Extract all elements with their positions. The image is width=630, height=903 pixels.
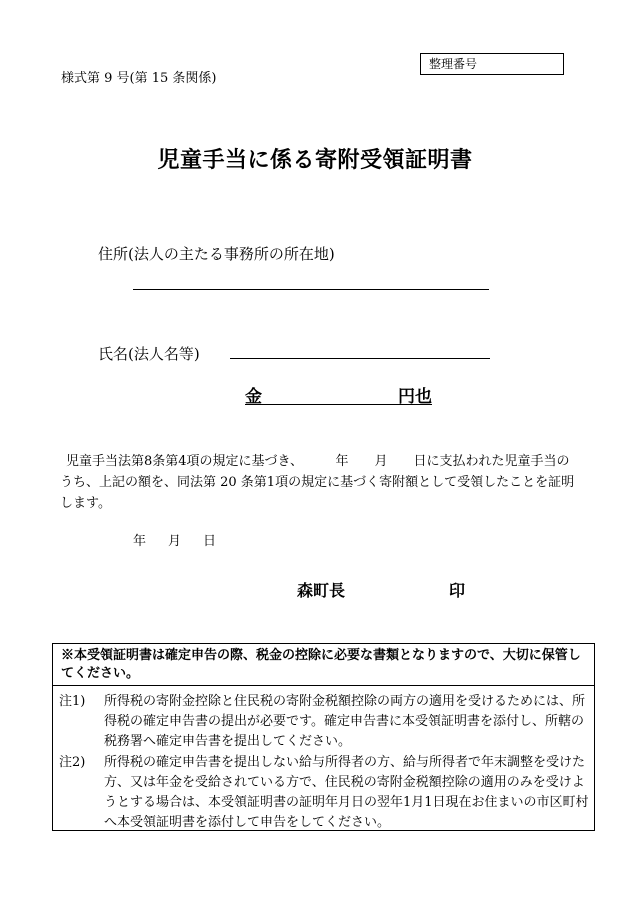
note-text: 所得税の確定申告書を提出しない給与所得者の方、給与所得者で年末調整を受けた方、又は年金を受給されている方で、住民税の寄附金税額控除の適用のみを受けようとする場合は、本受領証明書の証明年月日の翌年1月1日現在お住まいの市区町村へ本受領証明書を添付して申告をしてください。 bbox=[104, 755, 589, 830]
note-text: 所得税の寄附金控除と住民税の寄附金税額控除の両方の適用を受けるためには、所得税の確定申告書の提出が必要です。確定申告書に本受領証明書を添付し、所轄の税務署へ確定申告書を提出してください。 bbox=[104, 694, 586, 749]
amount-field bbox=[245, 382, 432, 405]
reference-number-box bbox=[420, 53, 564, 75]
note-item bbox=[59, 753, 589, 833]
certification-statement: 児童手当法第8条第4項の規定に基づき、 年 月 日に支払われた児童手当のうち、上記の額を、同法第 20 条第1項の規定に基づく寄附額として受領したことを証明します。 bbox=[60, 454, 575, 511]
address-field-line bbox=[133, 289, 489, 290]
note-label: 注1) bbox=[59, 694, 86, 709]
name-field-line bbox=[230, 358, 490, 359]
amount-prefix: 金 bbox=[245, 387, 262, 407]
form-number: 様式第 9 号(第 15 条関係) bbox=[61, 71, 217, 86]
date-year: 年 bbox=[133, 534, 147, 549]
document-title: 児童手当に係る寄附受領証明書 bbox=[157, 147, 473, 173]
address-label: 住所(法人の主たる事務所の所在地) bbox=[98, 245, 335, 263]
issue-date bbox=[133, 530, 216, 549]
amount-suffix: 円也 bbox=[398, 387, 432, 407]
seal-mark: 印 bbox=[449, 581, 466, 600]
note-label: 注2) bbox=[59, 755, 86, 770]
issuer-title: 森町長 bbox=[297, 581, 346, 600]
reference-number-label: 整理番号 bbox=[429, 57, 478, 71]
note-item bbox=[59, 692, 589, 752]
date-month: 月 bbox=[168, 534, 182, 549]
date-day: 日 bbox=[203, 534, 217, 549]
notice-box bbox=[52, 643, 595, 831]
name-label: 氏名(法人名等) bbox=[98, 345, 200, 363]
notice-header: ※本受領証明書は確定申告の際、税金の控除に必要な書類となりますので、大切に保管してください。 bbox=[53, 644, 594, 686]
